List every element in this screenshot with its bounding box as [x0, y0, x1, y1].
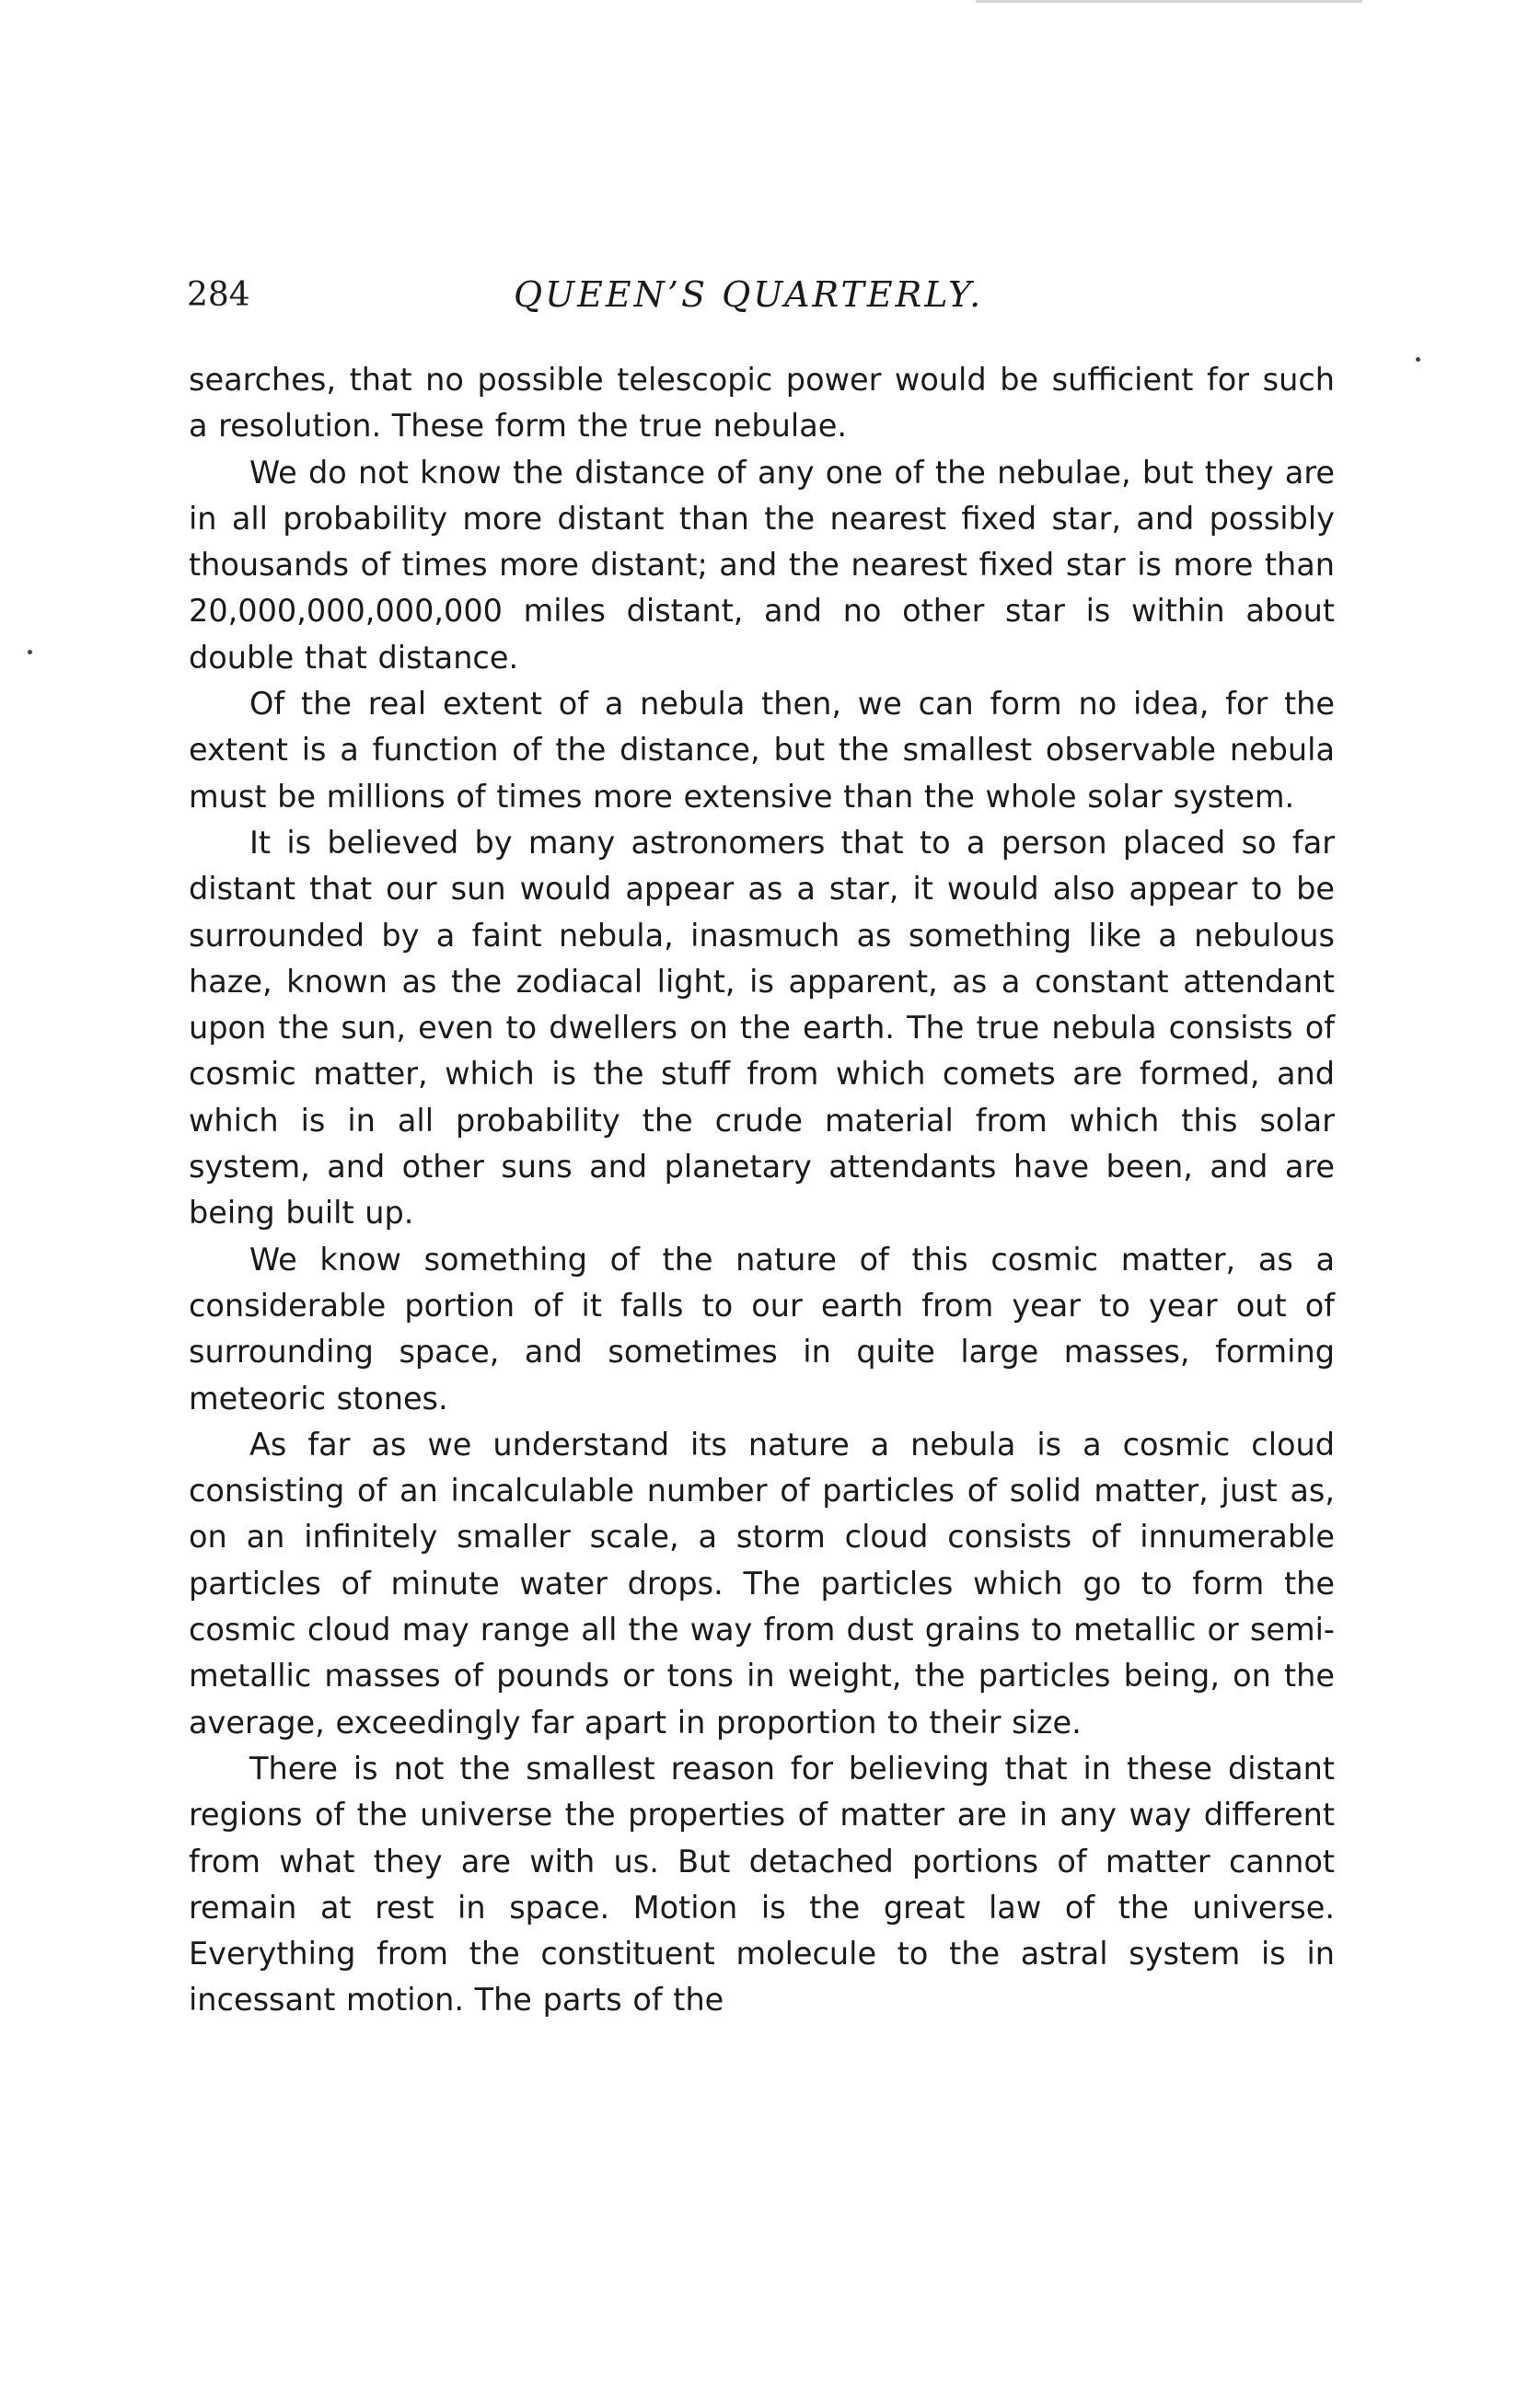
paragraph-continued: searches, that no possible telescopic power would be sufficient for such a resolution. These form the true nebulae. [189, 362, 1335, 445]
page-number: 284 [187, 276, 250, 314]
paragraph: As far as we understand its nature a nebula is a cosmic cloud consisting of an incalculable number of particles of solid matter, just as, on an infinitely smaller scale, a storm cloud consists of innumerable particles of minute water drops. The particles which go to form the cosmic cloud may range all the way from dust grains to metallic or semi-metallic masses of pounds or tons in weight, the particles being, on the average, exceedingly far apart in proportion to their size. [189, 1426, 1335, 1741]
scan-speck [28, 650, 32, 654]
scan-edge-line [976, 0, 1362, 3]
paragraph: There is not the smallest reason for believing that in these distant regions of the universe the properties of matter are in any way different from what they are with us. But detached portions of matter cannot remain at rest in space. Motion is the great law of the universe. Everything from the constituent molecule to the astral system is in incessant motion. The parts of the [189, 1750, 1335, 2019]
running-head: QUEEN’S QUARTERLY. [514, 274, 984, 315]
page-header [187, 271, 1337, 326]
paragraph: It is believed by many astronomers that to a person placed so far distant that our sun would appear as a star, it would also appear to be surrounded by a faint nebula, inasmuch as something like a nebulous haze, known as the zodiacal light, is apparent, as a constant attendant upon the sun, even to dwellers on the earth. The true nebula consists of cosmic matter, which is the stuff from which comets are formed, and which is in all probability the crude material from which this solar system, and other suns and planetary attendants have been, and are being built up. [189, 824, 1335, 1232]
paragraph: We know something of the nature of this cosmic matter, as a considerable portion of it falls to our earth from year to year out of surrounding space, and sometimes in quite large masses, forming meteoric stones. [189, 1241, 1335, 1417]
body-text [189, 357, 1335, 2024]
paragraph: We do not know the distance of any one of the nebulae, but they are in all probability more distant than the nearest fixed star, and possibly thousands of times more distant; and the nearest fixed star is more than 20,000,000,000,000 miles distant, and no other star is within about double that distance. [189, 454, 1335, 676]
paragraph: Of the real extent of a nebula then, we can form no idea, for the extent is a function of the distance, but the smallest observable nebula must be millions of times more extensive than the whole solar system. [189, 686, 1335, 815]
scan-speck [1416, 357, 1420, 362]
